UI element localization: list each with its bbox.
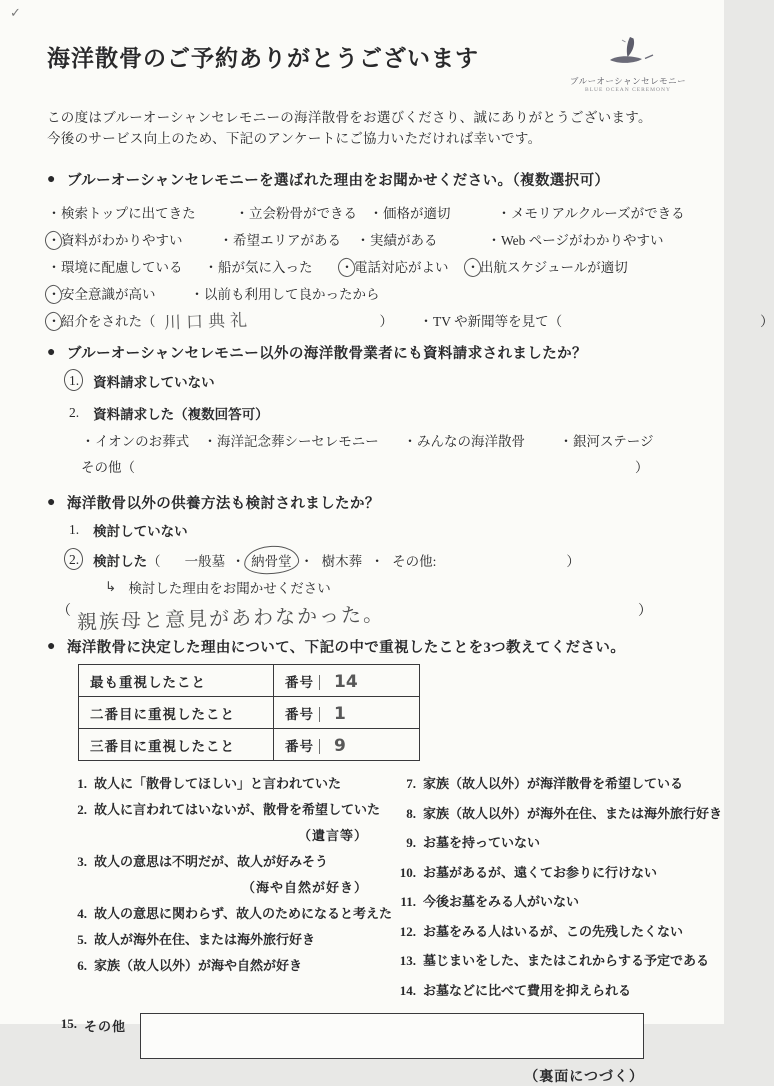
row-label: 最も重視したこと — [79, 665, 274, 697]
reason-item-15-other — [47, 1013, 694, 1059]
reason-item-4 — [63, 903, 392, 924]
handwritten-circle-icon — [69, 552, 79, 568]
reason-number: 9. — [406, 835, 416, 850]
brand-logo — [568, 34, 688, 93]
paren-close: ） — [379, 313, 393, 329]
bullet-dot-icon: ● — [47, 638, 56, 654]
handwritten-answer: 親族母と意見があわなかった。 — [76, 601, 386, 635]
reason-number: 11. — [400, 894, 416, 909]
reason-number: 1. — [77, 776, 87, 791]
intro-paragraph — [47, 107, 694, 149]
q1-option-used-before — [190, 283, 380, 303]
q1-option-track-record — [356, 229, 487, 249]
q4-heading-text: 海洋散骨に決定した理由について、下記の中で重視したことを3つ教えてください。 — [66, 640, 626, 656]
q3-choice-other: その他: — [392, 554, 437, 569]
bullet-icon: ・ — [497, 205, 511, 221]
option-label: 電話対応がよい — [354, 259, 449, 275]
reason-item-6 — [63, 955, 392, 976]
option-label: 立会粉骨ができる — [249, 205, 357, 221]
bullet-icon: ・ — [81, 434, 95, 449]
option-label: イオンのお葬式 — [95, 434, 190, 449]
q3-option-2 — [47, 546, 694, 574]
option-label: 環境に配慮している — [61, 259, 183, 275]
reason-number: 13. — [399, 953, 416, 968]
q1-heading — [47, 169, 694, 190]
option-label: 安全意識が高い — [61, 286, 156, 302]
reason-note: （海や自然が好き） — [241, 880, 368, 895]
option-label: 検索トップに出てきた — [61, 205, 196, 221]
paren-open: （ — [57, 604, 71, 619]
table-row-third — [79, 729, 420, 761]
bullet-dot-icon: ● — [47, 171, 56, 187]
option-label: 資料請求した（複数回答可） — [93, 407, 269, 422]
paren-close: ） — [760, 313, 774, 329]
reasons-list — [47, 773, 722, 1009]
logo-name-jp: ブルーオーシャンセレモニー — [569, 76, 687, 86]
q1-option-web-clear — [487, 229, 664, 249]
reasons-column-right — [392, 773, 722, 1009]
option-number: 2. — [69, 552, 80, 567]
handwritten-circle-icon — [69, 373, 79, 389]
option-label: 価格が適切 — [383, 205, 451, 221]
number-label: 番号 — [285, 674, 314, 690]
paren-close: ） — [566, 554, 580, 569]
handwritten-circle-icon: ・ — [340, 256, 354, 276]
q2-heading-text: ブルーオーシャンセレモニー以外の海洋散骨業者にも資料請求されましたか？ — [66, 346, 587, 362]
q3-heading-text: 海洋散骨以外の供養方法も検討されましたか？ — [66, 496, 380, 512]
bullet-icon: ・ — [403, 434, 417, 449]
reason-number: 15. — [60, 1016, 77, 1031]
arrow-icon: ↳ — [105, 579, 117, 595]
footer-note: （裏面につづく） — [524, 1070, 644, 1085]
option-number: 1. — [69, 373, 80, 388]
handwritten-value: 1 — [319, 707, 346, 722]
bullet-icon: ・ — [47, 205, 61, 221]
option-label: 実績がある — [370, 232, 438, 248]
separator-dot: ・ — [299, 554, 314, 569]
option-label: 資料請求していない — [93, 375, 215, 390]
reason-number: 10. — [399, 864, 416, 880]
table-row-second — [79, 697, 420, 729]
q2-option-1 — [47, 367, 694, 395]
q3-choice-tree-burial: 樹木葬 — [321, 554, 363, 569]
priority-table — [78, 664, 420, 761]
handwritten-circle-icon: ・ — [47, 283, 61, 303]
bullet-icon: ・ — [369, 205, 383, 221]
other-label: その他 — [81, 460, 122, 475]
q1-option-tv — [419, 310, 774, 330]
q3-followup — [47, 574, 694, 600]
reason-text: 故人に言われてはいないが、散骨を希望していた — [94, 802, 381, 817]
option-label: 紹介をされた — [61, 313, 142, 329]
reason-item-13 — [392, 950, 722, 971]
q1-option-attended-crushing — [235, 202, 369, 222]
reason-text: お墓をみる人はいるが、この先残したくない — [422, 923, 683, 939]
reason-item-2 — [63, 799, 392, 820]
number-label: 番号 — [285, 738, 314, 754]
row-value-cell — [274, 697, 420, 729]
separator-dot: ・ — [231, 554, 245, 569]
number-label: 番号 — [285, 706, 314, 722]
paren-close: ） — [635, 460, 649, 475]
handwritten-circle-icon: ・ — [466, 256, 480, 276]
q1-options — [47, 198, 774, 334]
reason-item-1 — [63, 773, 392, 794]
row-value-cell — [274, 729, 420, 761]
q1-heading-text: ブルーオーシャンセレモニーを選ばれた理由をお聞かせください。（複数選択可） — [66, 173, 610, 189]
handwritten-value: 9 — [319, 739, 346, 754]
option-label: 銀河ステージ — [573, 434, 654, 449]
row-label: 二番目に重視したこと — [79, 697, 274, 729]
q3-choice-general-grave: 一般墓 — [184, 554, 226, 569]
handwritten-circle-icon: ・ — [47, 310, 61, 330]
q1-option-referral — [47, 307, 393, 332]
reason-number: 12. — [399, 923, 416, 939]
q1-option-memorial-cruise — [497, 202, 685, 222]
q1-option-price — [369, 202, 497, 222]
bullet-icon: ・ — [356, 232, 370, 248]
q1-option-safety — [47, 283, 190, 303]
reason-number: 3. — [77, 854, 87, 869]
reason-number: 5. — [77, 932, 87, 947]
reason-number: 7. — [406, 776, 416, 791]
other-label: その他 — [84, 1019, 127, 1034]
reason-text: 故人の意思は不明だが、故人が好みそう — [94, 854, 329, 869]
reason-text: お墓があるが、遠くてお参りに行けない — [422, 864, 657, 880]
reason-text: お墓などに比べて費用を抑えられる — [422, 982, 631, 998]
option-label: 以前も利用して良かったから — [204, 286, 380, 302]
option-label: TV や新聞等を見て — [433, 313, 549, 329]
reason-text: 家族（故人以外）が海洋散骨を希望している — [422, 776, 683, 791]
option-label: 希望エリアがある — [233, 232, 341, 248]
intro-line-1: この度はブルーオーシャンセレモニーの海洋散骨をお選びくださり、誠にありがとうございます。 — [47, 110, 652, 125]
option-label: 船が気に入った — [218, 259, 313, 275]
bullet-icon: ・ — [203, 434, 217, 449]
option-label: 海洋記念葬シーセレモニー — [217, 434, 379, 449]
followup-label: 検討した理由をお聞かせください — [128, 581, 331, 596]
q3-heading — [47, 492, 694, 513]
table-row-most — [79, 665, 420, 697]
referral-answer-handwriting: 川口典礼 — [163, 310, 252, 334]
bullet-icon: ・ — [559, 434, 573, 449]
reason-text: 故人の意思に関わらず、故人のためになると考えた — [94, 906, 392, 921]
reason-text: 今後お墓をみる人がいない — [422, 894, 579, 909]
paren-open: （ — [548, 313, 563, 329]
reason-item-3 — [63, 851, 392, 872]
q1-row-4 — [47, 279, 694, 306]
option-label: みんなの海洋散骨 — [417, 434, 525, 449]
bullet-icon: ・ — [190, 286, 204, 302]
bullet-dot-icon: ● — [47, 344, 56, 360]
header — [47, 0, 694, 93]
option-label: 出航スケジュールが適切 — [480, 259, 628, 275]
reason-item-8 — [392, 803, 722, 824]
handwritten-circle-icon: ・ — [47, 229, 61, 249]
page-title: 海洋散骨のご予約ありがとうございます — [47, 46, 479, 71]
q2-heading — [47, 342, 694, 363]
row-label: 三番目に重視したこと — [79, 729, 274, 761]
paren-open: （ — [121, 460, 135, 475]
q2-option-2 — [47, 399, 694, 427]
q2-vendors — [47, 427, 694, 453]
bullet-icon: ・ — [204, 259, 218, 275]
q1-row-3 — [47, 252, 694, 279]
reason-item-7 — [392, 773, 722, 794]
option-number: 2. — [69, 405, 80, 420]
q3-choice-ossuary: 納骨堂 — [249, 550, 294, 570]
reason-item-14 — [392, 980, 722, 1001]
bullet-dot-icon: ● — [47, 494, 56, 510]
q1-option-eco — [47, 256, 204, 276]
q3-answer-field — [47, 600, 694, 634]
reason-number: 6. — [77, 958, 87, 973]
reason-text: 故人に「散骨してほしい」と言われていた — [94, 776, 342, 791]
q2-vendor-sea-ceremony — [203, 430, 403, 450]
reason-text: 家族（故人以外）が海や自然が好き — [94, 958, 303, 973]
reason-item-12 — [392, 921, 722, 942]
other-input-box — [140, 1013, 644, 1059]
bullet-icon: ・ — [487, 232, 501, 248]
reason-number: 2. — [77, 802, 87, 817]
row-value-cell — [274, 665, 420, 697]
reason-item-5 — [63, 929, 392, 950]
reason-item-9 — [392, 832, 722, 853]
reason-text: 家族（故人以外）が海外在住、または海外旅行好き — [422, 805, 722, 821]
option-label: メモリアルクルーズができる — [511, 205, 685, 221]
reason-text: お墓を持っていない — [422, 835, 540, 850]
q1-row-5 — [47, 306, 774, 334]
reason-number: 8. — [406, 805, 416, 821]
option-label: Web ページがわかりやすい — [501, 232, 664, 248]
intro-line-2: 今後のサービス向上のため、下記のアンケートにご協力いただければ幸いです。 — [47, 131, 542, 146]
q1-option-schedule — [466, 256, 628, 276]
q2-vendor-aeon — [81, 430, 203, 450]
handwritten-value: 14 — [319, 675, 358, 690]
q1-row-2 — [47, 225, 694, 252]
option-number: 1. — [69, 522, 80, 537]
reason-item-11 — [392, 891, 722, 912]
reason-text: 墓じまいをした、またはこれからする予定である — [422, 953, 709, 968]
option-label: 資料がわかりやすい — [61, 232, 183, 248]
q1-option-desired-area — [219, 229, 356, 249]
q1-option-search-top — [47, 202, 235, 222]
bullet-icon: ・ — [235, 205, 249, 221]
reason-number: 14. — [399, 982, 416, 998]
q1-option-liked-ship — [204, 256, 340, 276]
q4-heading — [47, 636, 694, 657]
reasons-column-left — [63, 773, 392, 1009]
reason-note: （遺言等） — [297, 828, 368, 843]
reason-number: 4. — [77, 906, 87, 921]
reason-text: 故人が海外在住、または海外旅行好き — [94, 932, 316, 947]
q1-option-phone-support — [340, 256, 466, 276]
option-label: 検討していない — [93, 524, 188, 539]
bullet-icon: ・ — [419, 313, 433, 329]
q2-vendor-ginga — [559, 430, 653, 450]
q2-other-field — [47, 453, 694, 479]
logo-name-en: BLUE OCEAN CEREMONY — [585, 87, 671, 93]
option-label: 検討した — [93, 554, 148, 569]
q3-option-1 — [47, 516, 694, 544]
q2-vendor-minna — [403, 430, 559, 450]
bullet-icon: ・ — [47, 259, 61, 275]
paren-open: （ — [142, 313, 156, 329]
reason-item-10 — [392, 862, 722, 883]
q1-row-1 — [47, 198, 694, 225]
bullet-icon: ・ — [219, 232, 233, 248]
q1-option-materials-clear — [47, 229, 219, 249]
checkmark-icon: ✓ — [10, 6, 21, 21]
paren-open: （ — [147, 554, 161, 569]
separator-dot: ・ — [370, 554, 384, 569]
sail-swoosh-icon — [592, 34, 664, 70]
paren-close: ） — [638, 604, 652, 619]
